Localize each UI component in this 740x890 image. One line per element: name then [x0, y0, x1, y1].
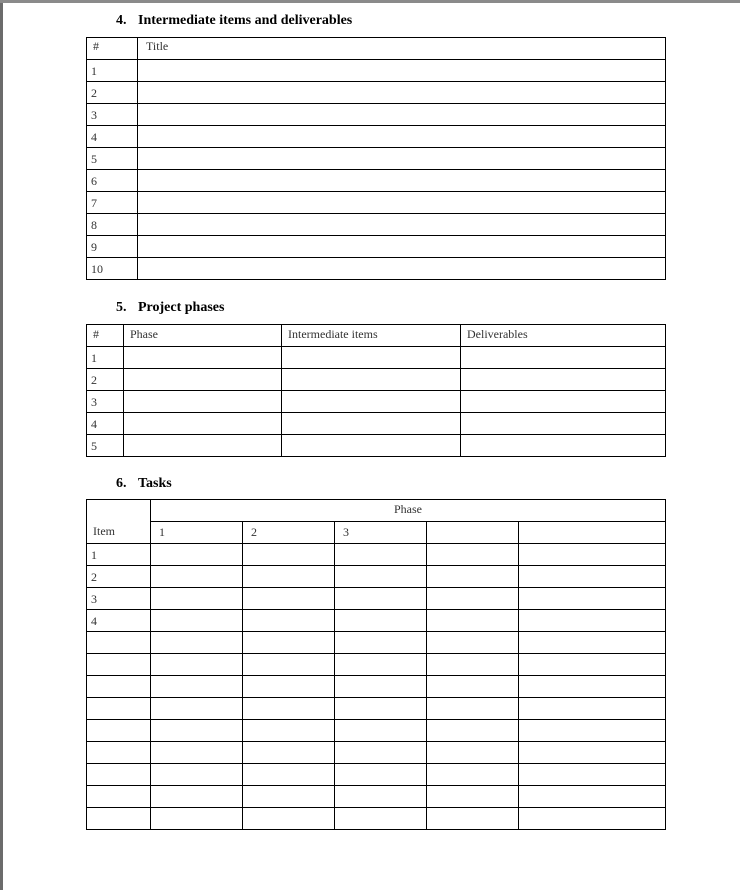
- item-number: [87, 742, 151, 764]
- item-number: 1: [87, 544, 151, 566]
- row-number: 1: [87, 347, 124, 369]
- task-cell: [427, 610, 519, 632]
- deliverables-cell: [461, 347, 666, 369]
- task-cell: [427, 588, 519, 610]
- intermediate-items-cell: [282, 413, 461, 435]
- task-cell: [427, 764, 519, 786]
- page-top-edge: [0, 0, 740, 3]
- task-cell: [243, 588, 335, 610]
- task-cell: [519, 566, 666, 588]
- row-number: 10: [87, 258, 138, 280]
- task-cell: [151, 566, 243, 588]
- task-cell: [243, 610, 335, 632]
- row-number: 2: [87, 82, 138, 104]
- item-number: 4: [87, 610, 151, 632]
- row-number: 7: [87, 192, 138, 214]
- task-cell: [151, 786, 243, 808]
- title-cell: [138, 126, 666, 148]
- task-cell: [335, 808, 427, 830]
- task-cell: [427, 676, 519, 698]
- task-cell: [519, 786, 666, 808]
- item-number: 2: [87, 566, 151, 588]
- task-cell: [335, 786, 427, 808]
- task-cell: [151, 654, 243, 676]
- table-row: [87, 192, 666, 214]
- section-6-number: 6.: [116, 476, 127, 491]
- task-cell: [151, 698, 243, 720]
- task-cell: [151, 764, 243, 786]
- task-cell: [151, 676, 243, 698]
- header-deliverables: Deliverables: [461, 325, 666, 347]
- table-row: [87, 82, 666, 104]
- intermediate-items-cell: [282, 435, 461, 457]
- task-cell: [427, 698, 519, 720]
- item-number: [87, 786, 151, 808]
- task-cell: [427, 632, 519, 654]
- item-number: [87, 632, 151, 654]
- title-cell: [138, 258, 666, 280]
- table-row: [87, 566, 666, 588]
- task-cell: [519, 742, 666, 764]
- section-6-title: Tasks: [138, 476, 172, 491]
- task-cell: [519, 808, 666, 830]
- table-row: [87, 808, 666, 830]
- task-cell: [335, 720, 427, 742]
- item-number: 3: [87, 588, 151, 610]
- task-cell: [151, 610, 243, 632]
- item-number: [87, 764, 151, 786]
- phase-number: [519, 522, 666, 544]
- task-cell: [335, 676, 427, 698]
- section-4-heading: [116, 13, 352, 29]
- item-number: [87, 720, 151, 742]
- row-number: 9: [87, 236, 138, 258]
- task-cell: [335, 654, 427, 676]
- table-row: [87, 698, 666, 720]
- title-cell: [138, 170, 666, 192]
- phase-cell: [124, 369, 282, 391]
- header-number: #: [87, 38, 138, 60]
- table-row: [87, 632, 666, 654]
- table-row: [87, 544, 666, 566]
- table-header-row: [87, 325, 666, 347]
- table-row: [87, 610, 666, 632]
- phase-number-row: [87, 522, 666, 544]
- header-title: Title: [138, 38, 666, 60]
- task-cell: [427, 808, 519, 830]
- table-row: [87, 347, 666, 369]
- page-left-edge: [0, 0, 3, 890]
- section-4-title: Intermediate items and deliverables: [138, 13, 353, 28]
- task-cell: [151, 544, 243, 566]
- table-row: [87, 654, 666, 676]
- table-row: [87, 676, 666, 698]
- row-number: 1: [87, 60, 138, 82]
- table-row: [87, 435, 666, 457]
- row-number: 3: [87, 104, 138, 126]
- task-cell: [335, 764, 427, 786]
- table-row: [87, 720, 666, 742]
- task-cell: [151, 720, 243, 742]
- tasks-table: [86, 499, 666, 830]
- section-5-title: Project phases: [138, 300, 225, 315]
- header-item: Item: [87, 500, 151, 544]
- task-cell: [519, 764, 666, 786]
- table-row: [87, 126, 666, 148]
- task-cell: [243, 720, 335, 742]
- project-phases-table: [86, 324, 666, 457]
- table-row: [87, 742, 666, 764]
- table-row: [87, 236, 666, 258]
- phase-number: 1: [151, 522, 243, 544]
- task-cell: [519, 676, 666, 698]
- item-number: [87, 698, 151, 720]
- row-number: 4: [87, 413, 124, 435]
- row-number: 3: [87, 391, 124, 413]
- task-cell: [243, 544, 335, 566]
- task-cell: [243, 566, 335, 588]
- task-cell: [243, 808, 335, 830]
- header-number: #: [87, 325, 124, 347]
- task-cell: [519, 698, 666, 720]
- task-cell: [427, 720, 519, 742]
- deliverables-cell: [461, 413, 666, 435]
- phase-cell: [124, 435, 282, 457]
- task-cell: [427, 786, 519, 808]
- task-cell: [243, 632, 335, 654]
- section-5-heading: [116, 300, 224, 316]
- table-row: [87, 104, 666, 126]
- table-row: [87, 764, 666, 786]
- task-cell: [151, 742, 243, 764]
- task-cell: [427, 566, 519, 588]
- table-row: [87, 60, 666, 82]
- task-cell: [519, 588, 666, 610]
- header-phase: Phase: [124, 325, 282, 347]
- title-cell: [138, 236, 666, 258]
- table-row: [87, 391, 666, 413]
- item-number: [87, 654, 151, 676]
- title-cell: [138, 60, 666, 82]
- title-cell: [138, 148, 666, 170]
- task-cell: [335, 610, 427, 632]
- title-cell: [138, 214, 666, 236]
- task-cell: [335, 742, 427, 764]
- task-cell: [519, 632, 666, 654]
- row-number: 5: [87, 148, 138, 170]
- intermediate-items-cell: [282, 347, 461, 369]
- task-cell: [243, 786, 335, 808]
- task-cell: [243, 654, 335, 676]
- table-row: [87, 214, 666, 236]
- task-cell: [243, 742, 335, 764]
- table-header-row: [87, 38, 666, 60]
- header-phase: Phase: [151, 500, 666, 522]
- table-row: [87, 369, 666, 391]
- table-row: [87, 170, 666, 192]
- table-row: [87, 588, 666, 610]
- item-number: [87, 808, 151, 830]
- intermediate-items-cell: [282, 369, 461, 391]
- phase-header-row: [87, 500, 666, 522]
- row-number: 6: [87, 170, 138, 192]
- title-cell: [138, 82, 666, 104]
- phase-number: 3: [335, 522, 427, 544]
- title-cell: [138, 104, 666, 126]
- phase-cell: [124, 347, 282, 369]
- intermediate-items-cell: [282, 391, 461, 413]
- task-cell: [243, 676, 335, 698]
- task-cell: [335, 588, 427, 610]
- phase-cell: [124, 391, 282, 413]
- task-cell: [243, 698, 335, 720]
- phase-number: 2: [243, 522, 335, 544]
- task-cell: [243, 764, 335, 786]
- deliverables-table: [86, 37, 666, 280]
- task-cell: [519, 654, 666, 676]
- deliverables-cell: [461, 369, 666, 391]
- phase-number: [427, 522, 519, 544]
- section-6-heading: [116, 476, 172, 492]
- table-row: [87, 258, 666, 280]
- task-cell: [151, 588, 243, 610]
- section-5-number: 5.: [116, 300, 127, 315]
- task-cell: [335, 698, 427, 720]
- section-4-number: 4.: [116, 13, 127, 28]
- task-cell: [151, 808, 243, 830]
- task-cell: [519, 544, 666, 566]
- row-number: 4: [87, 126, 138, 148]
- task-cell: [519, 610, 666, 632]
- row-number: 8: [87, 214, 138, 236]
- task-cell: [519, 720, 666, 742]
- item-number: [87, 676, 151, 698]
- task-cell: [151, 632, 243, 654]
- deliverables-cell: [461, 391, 666, 413]
- table-row: [87, 786, 666, 808]
- task-cell: [335, 544, 427, 566]
- task-cell: [335, 566, 427, 588]
- header-intermediate-items: Intermediate items: [282, 325, 461, 347]
- table-row: [87, 148, 666, 170]
- task-cell: [427, 654, 519, 676]
- deliverables-cell: [461, 435, 666, 457]
- task-cell: [427, 742, 519, 764]
- row-number: 2: [87, 369, 124, 391]
- table-row: [87, 413, 666, 435]
- task-cell: [427, 544, 519, 566]
- title-cell: [138, 192, 666, 214]
- row-number: 5: [87, 435, 124, 457]
- phase-cell: [124, 413, 282, 435]
- task-cell: [335, 632, 427, 654]
